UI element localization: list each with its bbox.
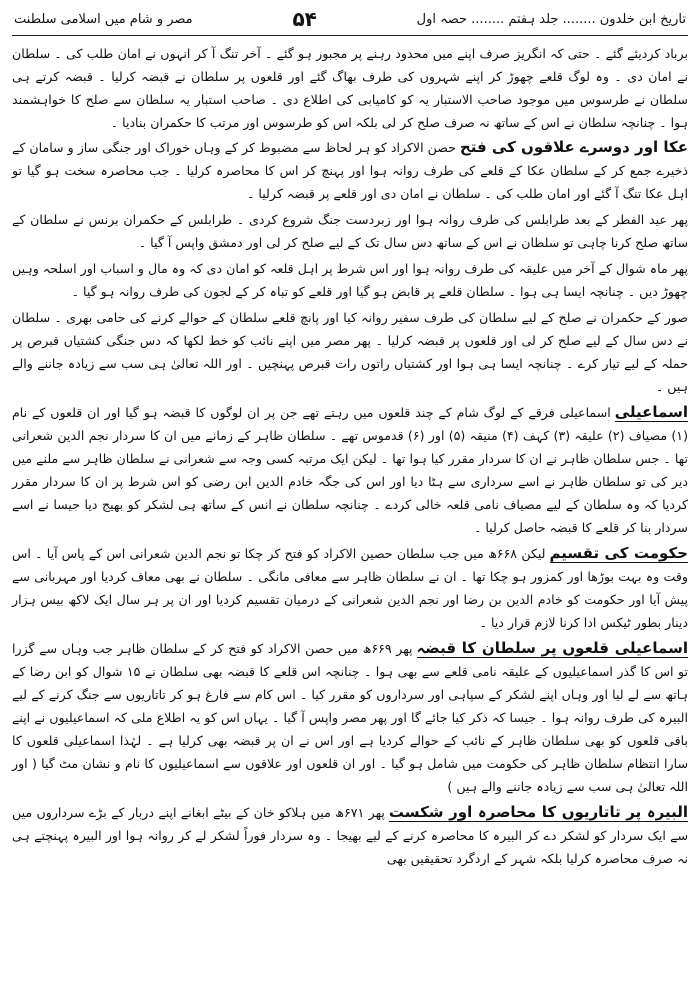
paragraph-text: اسماعیلی فرقے کے لوگ شام کے چند قلعوں میں رہتے تھے جن پر ان لوگوں کا قبضہ ہو گیا اور ان قلعوں کے نام (۱) مصیاف (۲) علیقہ (۳) کہف (۴) منیقہ (۵) اور (۶) قدموس تھے ۔ سلطان ظاہر کے زمانے میں ان کا سردار نجم الدین شعرانی تھا ۔ جس سلطان ظاہر نے ان کا سردار مقرر کیا ہوا تھا ۔ لیکن ایک مرتبہ کسی وجہ سے شعرانی نے سلطان ظاہر سے ملنے میں دیر کی تو سلطان ظاہر نے اسے سرداری سے ہٹا دیا اور اس کی جگہ خادم الدین ابن رضی کو اس شرط پر ان کا سردار مقرر کردیا کہ وہ سلطان کے لیے مصیاف نامی قلعہ خالی کردے ۔ چنانچہ سلطان نے انس کے ساتھ ہی لشکر کو بھیج دیا جیسا نے اسے سردار بنا کر قلعے کا قبضہ حاصل کرلیا ۔	[12, 405, 688, 535]
paragraph-text: پھر ۶۷۱ھ میں ہلاکو خان کے بیٹے ابغانے اپنے دربار کے بڑے سرداروں میں سے ایک سردار کو لشکر دے کر البیرہ کا محاصرہ کرنے کے لیے بھیجا ۔ وہ سردار فوراً لشکر لے کر روانہ ہوا اور البیرہ پہنچتے ہی نہ صرف محاصرہ کرلیا بلکہ شہر کے اردگرد تحقیقیں بھی	[12, 805, 688, 866]
chapter-title: مصر و شام میں اسلامی سلطنت	[14, 11, 193, 27]
paragraph	[12, 208, 688, 254]
section-heading: حکومت کی تقسیم	[549, 544, 688, 562]
paragraph	[12, 306, 688, 398]
book-title: تاریخ ابن خلدون ........ جلد ہفتم ........ حصہ اول	[416, 11, 686, 27]
section-heading: اسماعیلی قلعوں پر سلطان کا قبضہ	[416, 639, 688, 657]
paragraph	[12, 801, 688, 870]
page-number: ۵۴	[292, 7, 317, 31]
paragraph	[12, 542, 688, 634]
paragraph-text: لیکن ۶۶۸ھ میں جب سلطان حصین الاکراد کو فتح کر چکا تو نجم الدین شعرانی اس کے پاس آیا ۔ اس وقت وہ بہت بوڑھا اور کمزور ہو چکا تھا ۔ ان نے سلطان ظاہر سے معافی مانگی ۔ سلطان نے بھی معاف کردیا اور مہربانی سے پیش آیا اور حکومت کو خادم الدین بن رضا اور نجم الدین شعرانی کے درمیان تقسیم کردیا اور ان پر ہر سال ایک لاکھ بیس ہزار دینار بطور ٹیکس ادا کرنا لازم قرار دیا ۔	[12, 546, 688, 630]
paragraph	[12, 42, 688, 134]
paragraph-text: برباد کردیئے گئے ۔ حتی کہ انگریز صرف اپنے میں محدود رہنے پر مجبور ہو گئے ۔ آخر تنگ آ کر انہوں نے امان طلب کی ۔ سلطان نے امان دی ۔ وہ لوگ قلعے چھوڑ کر اپنے شہروں کی طرف بھاگ گئے اور قلعوں پر سلطان نے قبضہ کرلیا ۔ قبضہ کرتے ہی سلطان نے طرسوس میں موجود صاحب الاستبار یہ کو کامیابی کی اطلاع دی ۔ صاحب استبار یہ سلطان سے صلح کا خواہشمند ہوا ۔ چنانچہ سلطان نے اس کے ساتھ نہ صرف صلح کر لی بلکہ اس کو طرسوس اور مرتب کا حکمران بنادیا ۔	[12, 46, 688, 130]
page-header	[12, 6, 688, 36]
paragraph	[12, 257, 688, 303]
paragraph-text: حصن الاکراد کو ہر لحاظ سے مضبوط کر کے وہاں خوراک اور جنگی ساز و سامان کے ذخیرے جمع کر کے سلطان عکا کے قلعے کی طرف روانہ ہوا اور پہنچ کر اس کا محاصرہ کرلیا ۔ جب محاصرہ سخت ہو گیا تو اہل عکا تنگ آ گئے اور امان طلب کی ۔ سلطان نے امان دی اور قلعے پر قبضہ کرلیا ۔	[12, 140, 688, 201]
paragraph-text: پھر عید الفطر کے بعد طرابلس کی طرف روانہ ہوا اور زبردست جنگ شروع کردی ۔ طرابلس کے حکمران برنس نے سلطان کے ساتھ صلح کرنا چاہی تو سلطان نے اس کے ساتھ دس سال تک کے لیے صلح کر لی اور دمشق واپس آ گیا ۔	[12, 212, 688, 250]
paragraph	[12, 136, 688, 205]
page-body	[12, 42, 688, 870]
section-heading: اسماعیلی	[614, 403, 688, 421]
paragraph	[12, 401, 688, 539]
paragraph-text: پھر ماہ شوال کے آخر میں علیقہ کی طرف روانہ ہوا اور اس شرط پر اہل قلعہ کو امان دی کہ وہ مال و اسباب اور اسلحہ وہیں چھوڑ دیں ۔ چنانچہ ایسا ہی ہوا ۔ سلطان قلعے پر قابض ہو گیا اور قلعے کو تباہ کر کے لجون کی طرف روانہ ہو گیا ۔	[12, 261, 688, 299]
paragraph	[12, 637, 688, 798]
paragraph-text: صور کے حکمران نے صلح کے لیے سلطان کی طرف سفیر روانہ کیا اور پانچ قلعے سلطان کے حوالے کرنے کی حامی بھری ۔ سلطان نے دس سال کے لیے صلح کر لی اور قلعوں پر قبضہ کرلیا ۔ پھر مصر میں اپنے نائب کو خط لکھا کہ دس جنگی کشتیاں قبرص پر حملہ کے لیے تیار کرے ۔ چنانچہ ایسا ہی ہوا اور کشتیاں راتوں رات قبرص پہنچیں ۔ اور اللہ تعالیٰ ہی سب سے زیادہ جاننے والے ہیں ۔	[12, 310, 688, 394]
section-heading: البیرہ پر تاتاریوں کا محاصرہ اور شکست	[388, 803, 688, 821]
paragraph-text: پھر ۶۶۹ھ میں حصن الاکراد کو فتح کر کے سلطان ظاہر جب وہاں سے گزرا تو اس کا گذر اسماعیلیوں کے علیقہ نامی قلعے سے بھی ہوا ۔ چنانچہ اس قلعے کا قبضہ بھی سلطان نے ۱۵ شوال کو ابن رضا کے ہاتھ سے لے لیا اور وہاں اپنے لشکر کے سپاہی اور سرداروں کو مقرر کیا ۔ اس کام سے فارغ ہو کر تاتاریوں سے جنگ کرنے کے لیے البیرہ کی طرف روانہ ہوا ۔ جیسا کہ ذکر کیا جائے گا اور پھر مصر واپس آ گیا ۔ یہاں اس کو یہ اطلاع ملی کہ اسماعیلیوں نے اپنے باقی قلعوں کو بھی سلطان ظاہر کے نائب کے حوالے کردیا ہے اور اس نے ان پر قبضہ بھی کرلیا ہے ۔ لہٰذا اسماعیلی قلعوں کا سارا انتظام سلطان ظاہر کی حکومت میں شامل ہو گیا ۔ اور ان قلعوں اور علاقوں سے اسماعیلیوں کا نام و نشان مٹ گیا ( اور اللہ تعالیٰ ہی سب سے زیادہ جاننے والے ہیں )	[12, 641, 688, 794]
section-heading: عکا اور دوسرے علاقوں کی فتح	[459, 138, 688, 156]
